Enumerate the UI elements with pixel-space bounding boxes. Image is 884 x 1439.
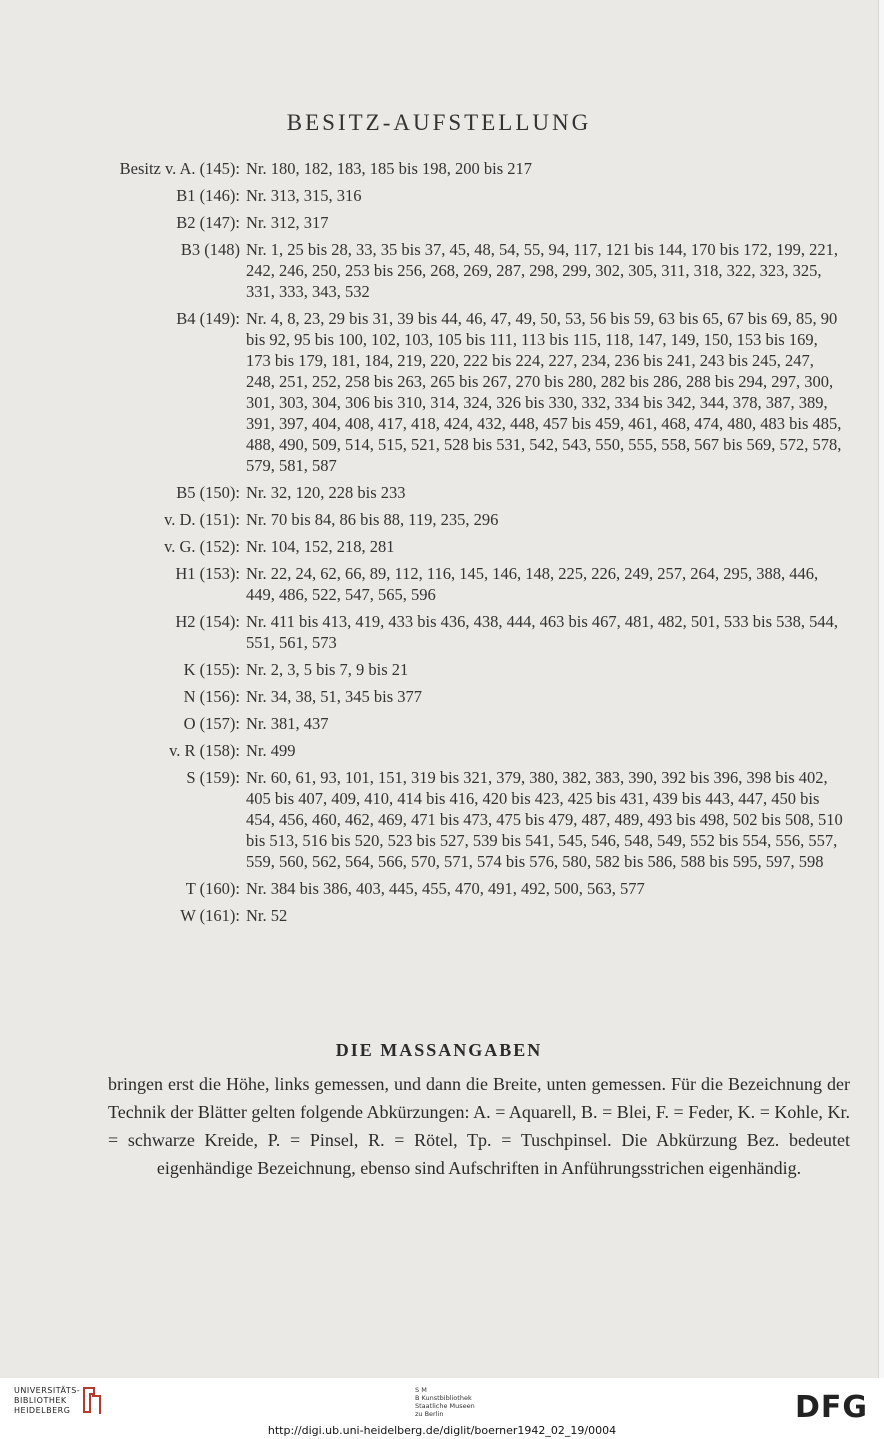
entry-label: K (155):: [183, 660, 240, 679]
ownership-entry: [0, 158, 878, 179]
entry-numbers: Nr. 180, 182, 183, 185 bis 198, 200 bis 217: [246, 159, 533, 178]
ownership-list: [0, 158, 878, 932]
entry-label: W (161):: [180, 906, 240, 925]
entry-numbers: Nr. 22, 24, 62, 66, 89, 112, 116, 145, 146, 148, 225, 226, 249, 257, 264, 295, 388, 446, 449, 486, 522, 547, 565, 596: [246, 564, 819, 604]
entry-label: Besitz v. A. (145):: [119, 159, 240, 178]
entry-numbers: Nr. 411 bis 413, 419, 433 bis 436, 438, 444, 463 bis 467, 481, 482, 501, 533 bis 538, 544, 551, 561, 573: [246, 612, 839, 652]
entry-label: v. D. (151):: [164, 510, 240, 529]
entry-label: B2 (147):: [176, 213, 240, 232]
footer-bar: [0, 1378, 884, 1439]
university-library-logo-text: UNIVERSITÄTS- BIBLIOTHEK HEIDELBERG: [14, 1386, 81, 1415]
entry-numbers: Nr. 32, 120, 228 bis 233: [246, 483, 406, 502]
entry-label: v. G. (152):: [164, 537, 240, 556]
ownership-entry: [0, 509, 878, 530]
ownership-entry: [0, 767, 878, 872]
entry-label: B5 (150):: [176, 483, 240, 502]
entry-numbers: Nr. 384 bis 386, 403, 445, 455, 470, 491, 492, 500, 563, 577: [246, 879, 645, 898]
entry-label: N (156):: [183, 687, 240, 706]
ownership-entry: [0, 611, 878, 653]
entry-numbers: Nr. 381, 437: [246, 714, 329, 733]
dfg-logo: DFG: [794, 1390, 868, 1425]
ownership-entry: [0, 212, 878, 233]
entry-label: H2 (154):: [175, 612, 240, 631]
source-url-link[interactable]: http://digi.ub.uni-heidelberg.de/diglit/boerner1942_02_19/0004: [267, 1424, 617, 1437]
measurements-paragraph: bringen erst die Höhe, links gemessen, und dann die Breite, unten gemessen. Für die Bezeichnung der Technik der Blätter gelten folgende Abkürzungen: A. = Aquarell, B. = Blei, F. = Feder, K. = Kohle, Kr. = schwarze Kreide, P. = Pinsel, R. = Rötel, Tp. = Tuschpinsel. Die Abkürzung Bez. bedeutet eigenhändige Bezeichnung, ebenso sind Aufschriften in Anführungsstrichen eigenhändig.: [108, 1074, 850, 1178]
entry-numbers: Nr. 499: [246, 741, 296, 760]
ownership-entry: [0, 686, 878, 707]
ownership-entry: [0, 659, 878, 680]
entry-numbers: Nr. 34, 38, 51, 345 bis 377: [246, 687, 423, 706]
ownership-entry: [0, 536, 878, 557]
ownership-entry: [0, 740, 878, 761]
ownership-entry: [0, 563, 878, 605]
entry-label: B1 (146):: [176, 186, 240, 205]
entry-label: B3 (148): [180, 240, 240, 259]
entry-label: H1 (153):: [175, 564, 240, 583]
entry-label: T (160):: [185, 879, 240, 898]
ownership-entry: [0, 878, 878, 899]
entry-label: S (159):: [186, 768, 240, 787]
entry-label: O (157):: [183, 714, 240, 733]
ownership-entry: [0, 713, 878, 734]
university-logo-icon: [80, 1384, 104, 1416]
entry-label: v. R (158):: [169, 741, 240, 760]
ownership-entry: [0, 482, 878, 503]
entry-numbers: Nr. 4, 8, 23, 29 bis 31, 39 bis 44, 46, 47, 49, 50, 53, 56 bis 59, 63 bis 65, 67 bis 69, 85, 90 bis 92, 95 bis 100, 102, 103, 105 bis 111, 113 bis 115, 118, 147, 149, 150, 153 bis 169, 173 bis 179, 181, 184, 219, 220, 222 bis 224, 227, 234, 236 bis 241, 243 bis 245, 247, 248, 251, 252, 258 bis 263, 265 bis 267, 270 bis 280, 282 bis 286, 288 bis 294, 297, 300, 301, 303, 304, 306 bis 310, 314, 324, 326 bis 330, 332, 334 bis 342, 344, 378, 387, 389, 391, 397, 404, 408, 417, 418, 424, 432, 448, 457 bis 459, 461, 468, 474, 480, 483 bis 485, 488, 490, 509, 514, 515, 521, 528 bis 531, 542, 543, 550, 555, 558, 567 bis 569, 572, 578, 579, 581, 587: [246, 309, 842, 475]
ownership-entry: [0, 905, 878, 926]
entry-label: B4 (149):: [176, 309, 240, 328]
library-stamp: S M B Kunstbibliothek Staatliche Museen zu Berlin: [415, 1386, 475, 1418]
entry-numbers: Nr. 313, 315, 316: [246, 186, 362, 205]
entry-numbers: Nr. 312, 317: [246, 213, 329, 232]
ownership-entry: [0, 185, 878, 206]
ownership-entry: [0, 308, 878, 476]
ownership-entry: [0, 239, 878, 302]
entry-numbers: Nr. 104, 152, 218, 281: [246, 537, 395, 556]
entry-numbers: Nr. 60, 61, 93, 101, 151, 319 bis 321, 379, 380, 382, 383, 390, 392 bis 396, 398 bis 402, 405 bis 407, 409, 410, 414 bis 416, 420 bis 423, 425 bis 431, 439 bis 443, 447, 450 bis 454, 456, 460, 462, 469, 471 bis 473, 475 bis 479, 487, 489, 493 bis 498, 502 bis 508, 510 bis 513, 516 bis 520, 523 bis 527, 539 bis 541, 545, 546, 548, 549, 552 bis 554, 556, 557, 559, 560, 562, 564, 566, 570, 571, 574 bis 576, 580, 582 bis 586, 588 bis 595, 597, 598: [246, 768, 843, 871]
page-edge: [878, 0, 884, 1378]
entry-numbers: Nr. 70 bis 84, 86 bis 88, 119, 235, 296: [246, 510, 499, 529]
section-heading: DIE MASSANGABEN: [335, 1040, 543, 1060]
entry-numbers: Nr. 52: [246, 906, 288, 925]
entry-numbers: Nr. 2, 3, 5 bis 7, 9 bis 21: [246, 660, 409, 679]
entry-numbers: Nr. 1, 25 bis 28, 33, 35 bis 37, 45, 48, 54, 55, 94, 117, 121 bis 144, 170 bis 172, 199, 221, 242, 246, 250, 253 bis 256, 268, 269, 287, 298, 299, 302, 305, 311, 318, 322, 323, 325, 331, 333, 343, 532: [246, 240, 839, 301]
page-title: BESITZ-AUFSTELLUNG: [286, 110, 592, 135]
